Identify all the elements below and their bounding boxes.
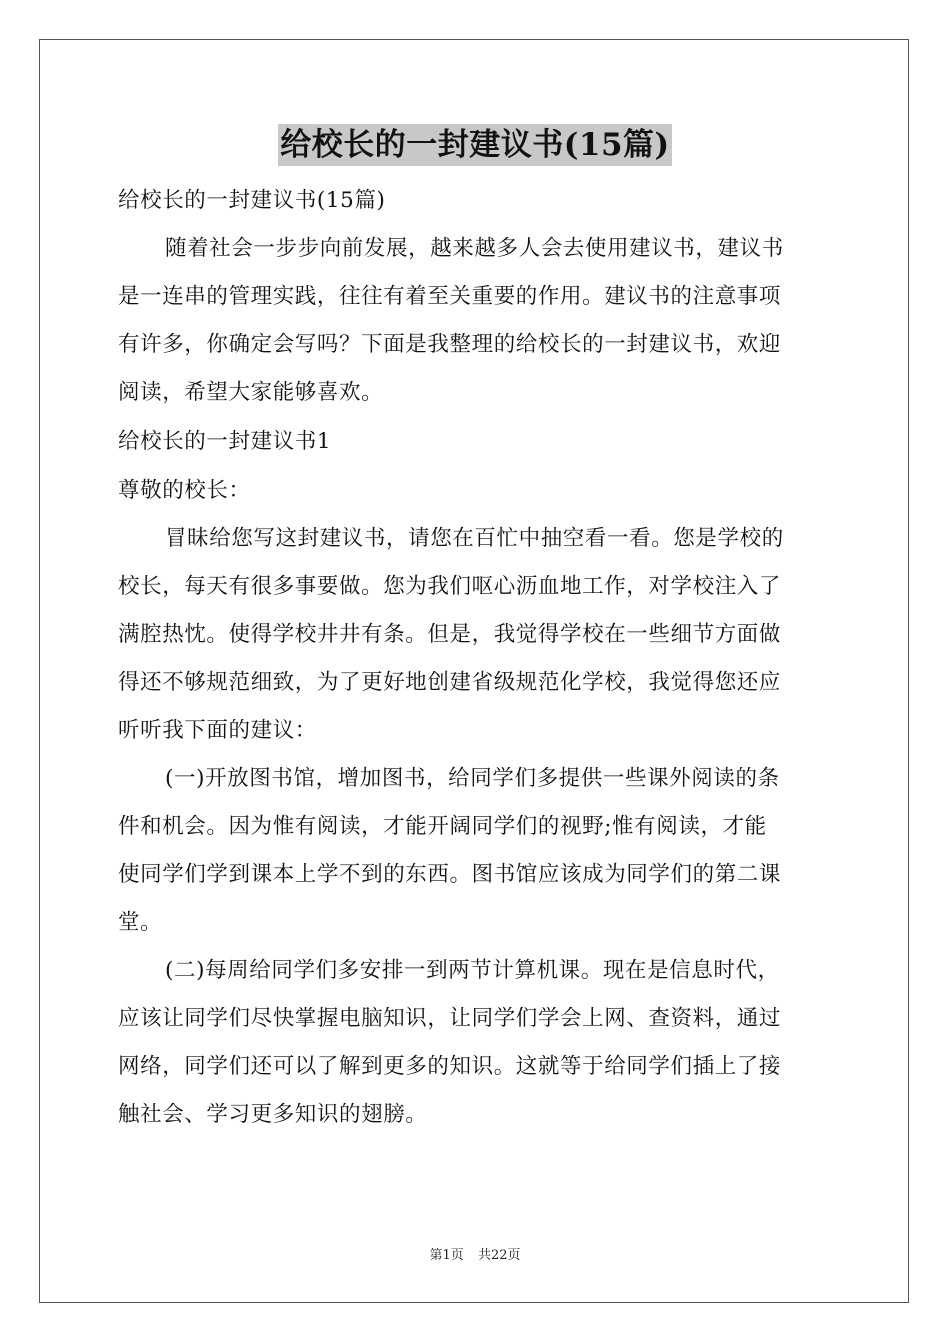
text-line: 阅读，希望大家能够喜欢。 <box>118 380 384 405</box>
text-line: 随着社会一步步向前发展，越来越多人会去使用建议书，建议书 <box>165 236 784 261</box>
page-footer <box>0 1244 950 1263</box>
text-line: 听听我下面的建议： <box>118 718 317 743</box>
text-line: (一)开放图书馆，增加图书，给同学们多提供一些课外阅读的条 <box>165 766 780 791</box>
text-line: 尊敬的校长： <box>118 478 251 503</box>
document-title: 给校长的一封建议书(15篇) <box>278 124 671 166</box>
text-line: 校长，每天有很多事要做。您为我们呕心沥血地工作，对学校注入了 <box>118 574 782 599</box>
text-line: 冒昧给您写这封建议书，请您在百忙中抽空看一看。您是学校的 <box>165 526 784 551</box>
page-number: 第1页 <box>429 1248 464 1263</box>
text-line: 是一连串的管理实践，往往有着至关重要的作用。建议书的注意事项 <box>118 284 782 309</box>
text-line: 触社会、学习更多知识的翅膀。 <box>118 1102 428 1127</box>
text-line: 满腔热忱。使得学校井井有条。但是，我觉得学校在一些细节方面做 <box>118 622 782 647</box>
text-line: 给校长的一封建议书(15篇) <box>118 188 386 213</box>
text-line: 堂。 <box>118 910 163 935</box>
text-line: 应该让同学们尽快掌握电脑知识，让同学们学会上网、查资料，通过 <box>118 1006 782 1031</box>
text-line: 网络，同学们还可以了解到更多的知识。这就等于给同学们插上了接 <box>118 1054 782 1079</box>
text-line: 得还不够规范细致，为了更好地创建省级规范化学校，我觉得您还应 <box>118 670 782 695</box>
document-body <box>118 176 834 1139</box>
text-line: (二)每周给同学们多安排一到两节计算机课。现在是信息时代， <box>165 958 780 983</box>
text-line: 有许多，你确定会写吗？下面是我整理的给校长的一封建议书，欢迎 <box>118 332 782 357</box>
page-total: 共22页 <box>477 1248 521 1263</box>
text-line: 给校长的一封建议书1 <box>118 429 332 454</box>
title-container <box>0 124 950 166</box>
text-line: 件和机会。因为惟有阅读，才能开阔同学们的视野;惟有阅读，才能 <box>118 814 767 839</box>
text-line: 使同学们学到课本上学不到的东西。图书馆应该成为同学们的第二课 <box>118 862 782 887</box>
